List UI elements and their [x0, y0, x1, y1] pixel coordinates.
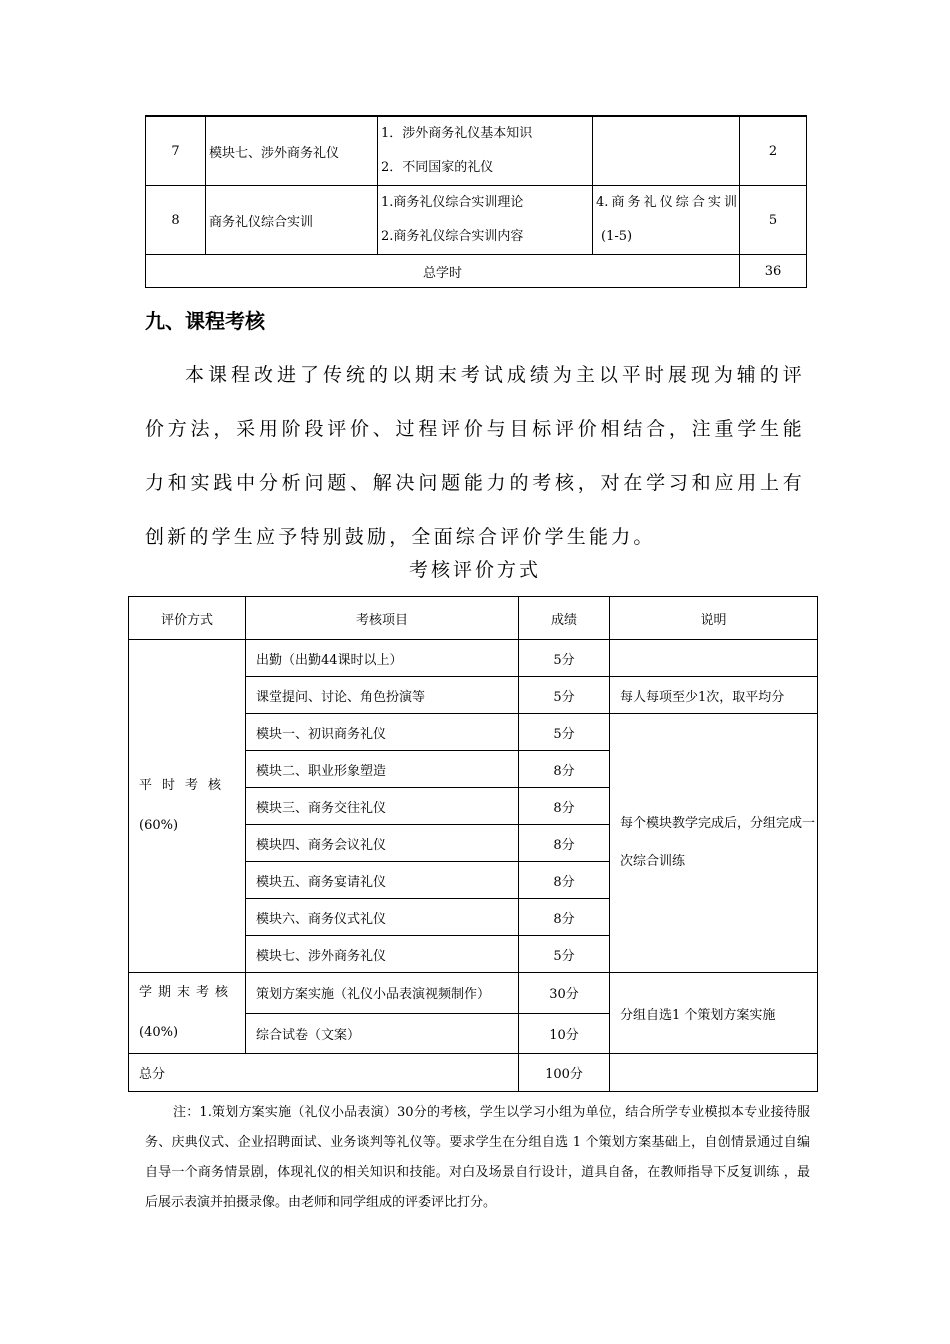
assessment-score: 8分 [519, 825, 610, 862]
assessment-item: 综合试卷（文案） [246, 1013, 519, 1054]
module-name: 商务礼仪综合实训 [206, 186, 378, 255]
category-weight: (60%) [139, 818, 179, 833]
total-note-empty [610, 1054, 818, 1092]
module-name: 模块七、涉外商务礼仪 [206, 116, 378, 186]
assessment-item: 出勤（出勤44课时以上） [246, 640, 519, 677]
schedule-table [145, 115, 807, 288]
practice-content [593, 186, 740, 255]
practice-content [593, 116, 740, 186]
module-hours: 2 [740, 116, 807, 186]
assessment-score: 8分 [519, 751, 610, 788]
theory-line: 1.商务礼仪综合实训理论 [381, 195, 524, 210]
assessment-score: 5分 [519, 677, 610, 714]
assessment-item: 策划方案实施（礼仪小品表演视频制作） [246, 973, 519, 1014]
assessment-item: 模块一、初识商务礼仪 [246, 714, 519, 751]
assessment-header-row [129, 597, 818, 640]
theory-content [378, 116, 593, 186]
assessment-table [128, 596, 818, 1092]
assessment-item: 模块七、涉外商务礼仪 [246, 936, 519, 973]
final-note: 分组自选1 个策划方案实施 [610, 973, 818, 1054]
modules-note: 每个模块教学完成后，分组完成一次综合训练 [610, 714, 818, 973]
table-row [129, 973, 818, 1014]
assessment-score: 8分 [519, 899, 610, 936]
assessment-score: 10分 [519, 1013, 610, 1054]
row-number: 8 [146, 186, 206, 255]
category-label: 学期末考核 [139, 985, 235, 1000]
assessment-score: 8分 [519, 788, 610, 825]
assessment-score: 5分 [519, 640, 610, 677]
total-row [129, 1054, 818, 1092]
footnote: 注：1.策划方案实施（礼仪小品表演）30分的考核，学生以学习小组为单位，结合所学专业模拟本专业接待服务、庆典仪式、企业招聘面试、业务谈判等礼仪等。要求学生在分组自选 1 个策划方案基础上，自创情景通过自编自导一个商务情景剧，体现礼仪的相关知识和技能。对白及场景自行设计，道具自备，在教师指导下反复训练 ，最后展示表演并拍摄录像。由老师和同学组成的评委评比打分。 [145, 1105, 810, 1210]
total-label: 总分 [129, 1054, 519, 1092]
section-heading: 九、课程考核 [145, 309, 265, 333]
final-category [129, 973, 246, 1054]
table-row [129, 640, 818, 677]
total-score: 100分 [519, 1054, 610, 1092]
schedule-row [146, 186, 807, 255]
practice-line: 4.商务礼仪综合实训 [596, 195, 737, 210]
assessment-item: 模块五、商务宴请礼仪 [246, 862, 519, 899]
theory-content [378, 186, 593, 255]
theory-line: 1．涉外商务礼仪基本知识 [381, 126, 533, 141]
assessment-item: 模块四、商务会议礼仪 [246, 825, 519, 862]
category-label: 平时考核 [139, 778, 232, 793]
header-score: 成绩 [519, 597, 610, 640]
section-paragraph: 本课程改进了传统的以期末考试成绩为主以平时展现为辅的评价方法，采用阶段评价、过程评价与目标评价相结合，注重学生能力和实践中分析问题、解决问题能力的考核，对在学习和应用上有创新的学生应予特别鼓励，全面综合评价学生能力。 [145, 364, 805, 548]
table-caption: 考核评价方式 [408, 559, 541, 581]
header-method: 评价方式 [129, 597, 246, 640]
total-hours-value: 36 [740, 255, 807, 288]
note-empty [610, 640, 818, 677]
assessment-item: 模块三、商务交往礼仪 [246, 788, 519, 825]
assessment-score: 5分 [519, 714, 610, 751]
category-weight: (40%) [139, 1025, 179, 1040]
assessment-item: 模块六、商务仪式礼仪 [246, 899, 519, 936]
schedule-row [146, 116, 807, 186]
assessment-score: 5分 [519, 936, 610, 973]
total-hours-label: 总学时 [146, 255, 740, 288]
assessment-item: 模块二、职业形象塑造 [246, 751, 519, 788]
module-hours: 5 [740, 186, 807, 255]
assessment-score: 30分 [519, 973, 610, 1014]
regular-category [129, 640, 246, 973]
participation-note: 每人每项至少1次，取平均分 [610, 677, 818, 714]
theory-line: 2．不同国家的礼仪 [381, 160, 494, 175]
assessment-score: 8分 [519, 862, 610, 899]
header-note: 说明 [610, 597, 818, 640]
row-number: 7 [146, 116, 206, 186]
header-item: 考核项目 [246, 597, 519, 640]
assessment-item: 课堂提问、讨论、角色扮演等 [246, 677, 519, 714]
practice-line: (1-5) [601, 229, 633, 244]
schedule-total-row [146, 255, 807, 288]
theory-line: 2.商务礼仪综合实训内容 [381, 229, 524, 244]
